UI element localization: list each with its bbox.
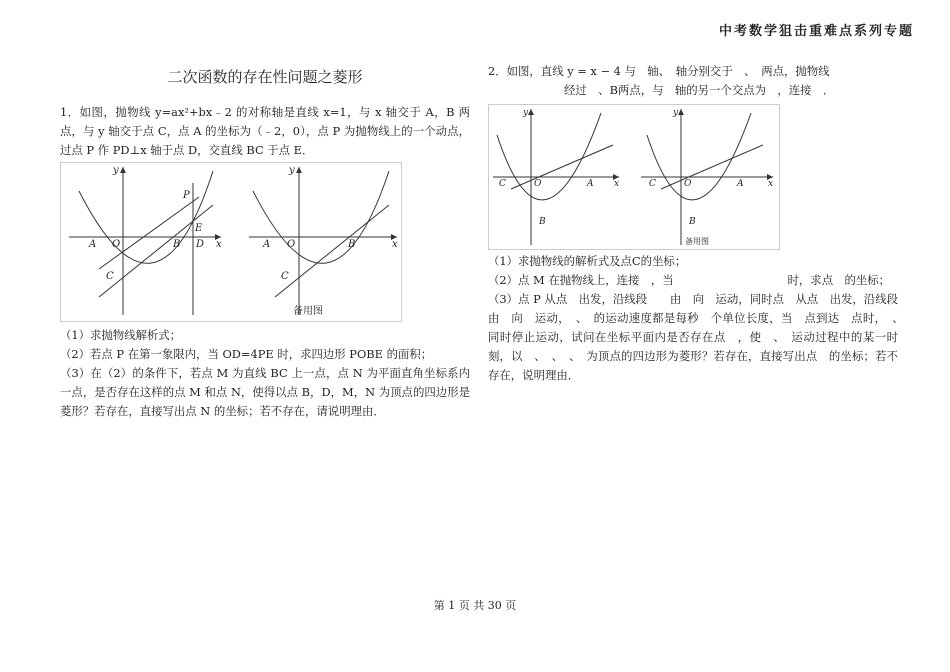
fig-spare-caption-2: 备用图	[685, 237, 709, 246]
problem-2-q3: （3）点 P 从点 出发，沿线段 由 向 运动，同时点 从点 出发，沿线段 由 向 运动， 、 的运动速度都是每秒 个单位长度，当 点到达 点时， 、 同时停止运动，试问在坐标平面内是否存在点 ，使 、 运动过程中的某一时刻，以 、 、 、 为顶点的四边形为菱形？若存在，直接写出点 的坐标；若不存在，说明理由．	[488, 292, 921, 382]
page-title: 二次函数的存在性问题之菱形	[167, 68, 363, 86]
fig1-label-E: E	[195, 223, 203, 234]
fig1-label-C: C	[106, 271, 114, 282]
fig1-label-A: A	[89, 239, 97, 250]
fig4-label-O: O	[684, 179, 692, 189]
fig3-label-O: O	[534, 179, 542, 189]
fig-spare-caption: 备用图	[293, 306, 323, 317]
fig3-label-B: B	[539, 217, 546, 227]
fig4-y-label: y	[673, 108, 679, 118]
fig1-y-label: y	[113, 165, 119, 176]
fig2-label-A: A	[263, 239, 271, 250]
fig2-label-O: O	[287, 239, 296, 250]
problem-1-text: 1．如图，抛物线 y=ax²+bx﹣2 的对称轴是直线 x=1，与 x 轴交于 A，B 两点，与 y 轴交于点 C，点 A 的坐标为（﹣2，0），点 P 为抛物线上的一个动点，过点 P 作 PD⊥x 轴于点 D，交直线 BC 于点 E．	[60, 105, 470, 157]
fig2-label-C: C	[281, 271, 289, 282]
fig2-label-B: B	[348, 239, 356, 250]
problem-1-q1: （1）求抛物线解析式；	[60, 328, 182, 342]
fig3-label-C: C	[499, 179, 506, 189]
fig4-x-label: x	[768, 179, 774, 189]
fig1-label-O: O	[112, 239, 121, 250]
problem-2-line-2: 经过 、B两点，与 轴的另一个交点为 ，连接 ．	[564, 83, 835, 97]
problem-2-q2: （2）点 M 在抛物线上，连接 ，当 时，求点 的坐标；	[488, 273, 891, 287]
fig1-label-B: B	[173, 239, 181, 250]
fig4-label-C: C	[649, 179, 656, 189]
problem-1-q3: （3）在（2）的条件下，若点 M 为直线 BC 上一点，点 N 为平面直角坐标系内一点，是否存在这样的点 M 和点 N，使得以点 B，D，M，N 为顶点的四边形是菱形？若存在，直接写出点 N 的坐标；若不存在，请说明理由．	[60, 366, 470, 418]
problem-2-q1: （1）求抛物线的解析式及点C的坐标；	[488, 254, 687, 268]
fig3-y-label: y	[523, 108, 529, 118]
fig3-label-A: A	[587, 179, 594, 189]
fig2-x-label: x	[392, 239, 398, 250]
fig3-x-label: x	[614, 179, 620, 189]
fig1-label-D: D	[196, 239, 205, 250]
problem-2-line-1: 2．如图，直线 y = x − 4 与 轴、 轴分别交于 、 两点，抛物线	[488, 64, 830, 78]
problem-2-graphs	[489, 105, 779, 249]
fig1-x-label: x	[216, 239, 222, 250]
fig2-y-label: y	[289, 165, 295, 176]
right-column	[488, 60, 921, 385]
fig4-label-B: B	[689, 217, 696, 227]
fig4-label-A: A	[737, 179, 744, 189]
problem-2-figure	[488, 104, 780, 250]
problem-1-q2: （2）若点 P 在第一象限内，当 OD=4PE 时，求四边形 POBE 的面积；	[60, 347, 433, 361]
page-number: 第 1 页 共 30 页	[433, 599, 517, 612]
problem-1-graphs	[61, 163, 401, 321]
series-header: 中考数学狙击重难点系列专题	[718, 24, 914, 39]
left-column	[60, 60, 470, 421]
fig1-label-P: P	[183, 190, 190, 201]
problem-1-figure	[60, 162, 402, 322]
